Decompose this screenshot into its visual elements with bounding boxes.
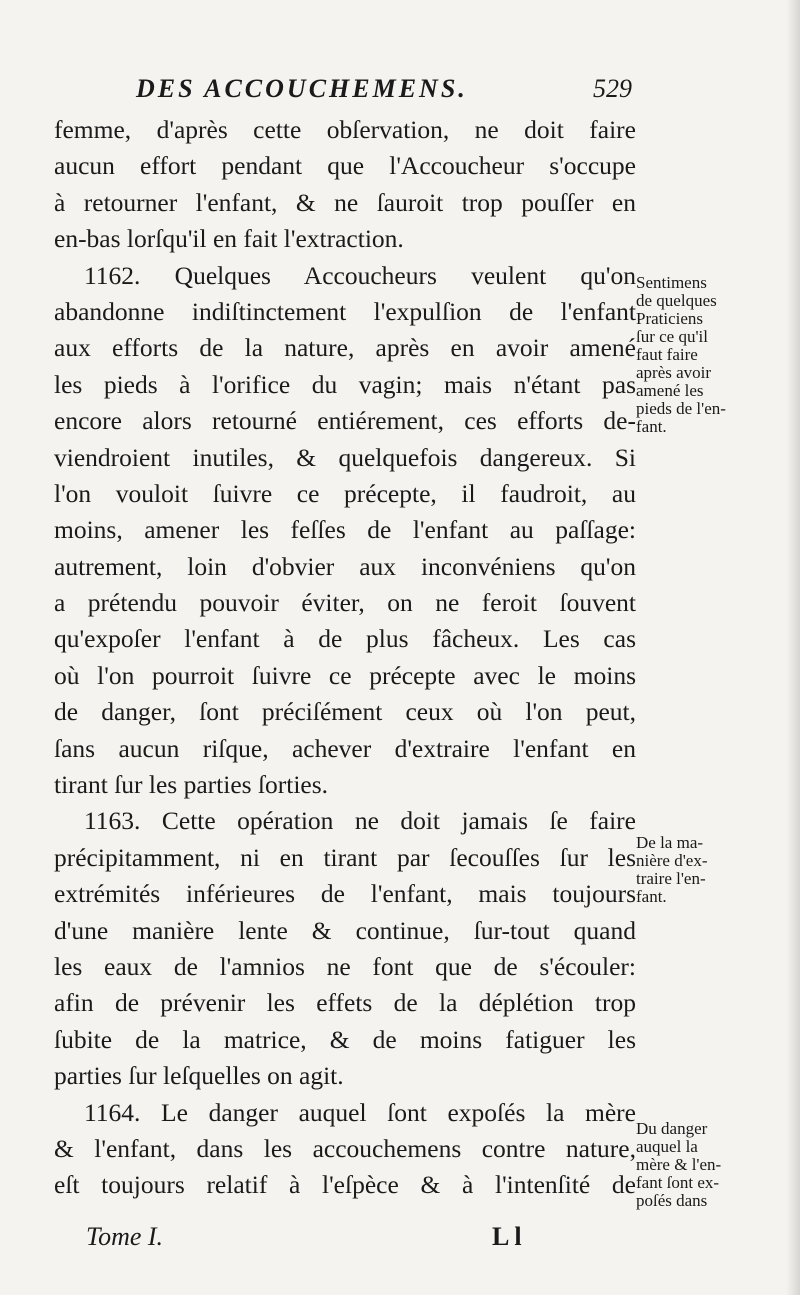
margin-note-line: poſés dans: [636, 1191, 708, 1210]
text-line: en-bas lorſqu'il en fait l'extraction.: [54, 224, 404, 254]
margin-note-line: De la ma-: [636, 833, 704, 852]
margin-note-line: Sentimens: [636, 273, 707, 292]
margin-note-line: mère & l'en-: [636, 1155, 722, 1174]
text-line: à retourner l'enfant, & ne ſauroit trop pouſſer en: [54, 187, 636, 217]
text-line: afin de prévenir les effets de la déplétion trop: [54, 988, 636, 1018]
body-text: [54, 112, 636, 1204]
text-line: moins, amener les feſſes de l'enfant au paſſage:: [54, 515, 636, 545]
text-line: les eaux de l'amnios ne font que de s'écouler:: [54, 951, 636, 981]
text-line: abandonne indiſtinctement l'expulſion de l'enfant: [54, 296, 636, 326]
running-head: DES ACCOUCHEMENS.: [136, 74, 468, 103]
text-line: extrémités inférieures de l'enfant, mais toujours: [54, 879, 636, 909]
margin-note-sentimens: [636, 274, 760, 436]
text-line: précipitamment, ni en tirant par ſecouſſes ſur les: [54, 842, 636, 872]
text-line: ſubite de la matrice, & de moins fatiguer les: [54, 1024, 636, 1054]
text-line: tirant ſur les parties ſorties.: [54, 770, 329, 800]
text-line: où l'on pourroit ſuivre ce précepte avec le moins: [54, 660, 636, 690]
text-line: & l'enfant, dans les accouchemens contre nature,: [54, 1133, 636, 1163]
text-line: femme, d'après cette obſervation, ne doit faire: [54, 115, 636, 144]
margin-note-line: amené les: [636, 381, 704, 400]
text-line: viendroient inutiles, & quelquefois dangereux. Si: [54, 442, 636, 472]
margin-note-line: pieds de l'en-: [636, 399, 726, 418]
text-line: aucun effort pendant que l'Accoucheur s'occupe: [54, 151, 636, 181]
volume-label: Tome I.: [86, 1222, 164, 1251]
margin-note-line: ſur ce qu'il: [636, 327, 708, 346]
page-number: 529: [593, 74, 632, 103]
text-line: a prétendu pouvoir éviter, on ne feroit ſouvent: [54, 588, 636, 618]
text-line: autrement, loin d'obvier aux inconvéniens qu'on: [54, 551, 636, 581]
text-line: l'on vouloit ſuivre ce précepte, il faudroit, au: [54, 478, 636, 508]
text-line: parties ſur leſquelles on agit.: [54, 1061, 344, 1091]
margin-note-line: Praticiens: [636, 309, 704, 328]
page-edge-shadow: [786, 0, 800, 1295]
margin-note-line: fant.: [636, 417, 667, 436]
paragraph-1163-start: 1163. Cette opération ne doit jamais ſe faire: [84, 806, 636, 836]
text-line: qu'expoſer l'enfant à de plus fâcheux. Les cas: [54, 624, 636, 654]
margin-note-line: fant ſont ex-: [636, 1173, 720, 1192]
text-line: de danger, ſont préciſément ceux où l'on peut,: [54, 697, 636, 727]
margin-note-line: auquel la: [636, 1137, 698, 1156]
margin-note-line: faut faire: [636, 345, 698, 364]
margin-note-line: Du danger: [636, 1119, 708, 1138]
margin-note-maniere: [636, 834, 760, 906]
text-line: encore alors retourné entiérement, ces efforts de-: [54, 406, 636, 436]
page-footer: [86, 1222, 586, 1262]
margin-note-danger: [636, 1120, 760, 1210]
margin-note-line: de quelques: [636, 291, 717, 310]
paragraph-1162-start: 1162. Quelques Accoucheurs veulent qu'on: [84, 260, 636, 290]
signature-mark: L l: [492, 1222, 522, 1251]
margin-note-line: après avoir: [636, 363, 712, 382]
margin-note-line: nière d'ex-: [636, 851, 708, 870]
text-line: les pieds à l'orifice du vagin; mais n'étant pas: [54, 369, 636, 399]
text-line: ſans aucun riſque, achever d'extraire l'enfant en: [54, 733, 636, 763]
page-header: [80, 70, 640, 110]
text-line: d'une manière lente & continue, ſur-tout quand: [54, 915, 636, 945]
margin-note-line: fant.: [636, 887, 667, 906]
margin-note-line: traire l'en-: [636, 869, 706, 888]
text-line: aux efforts de la nature, après en avoir amené: [54, 333, 636, 363]
text-line: eſt toujours relatif à l'eſpèce & à l'intenſité de: [54, 1170, 636, 1200]
paragraph-1164-start: 1164. Le danger auquel ſont expoſés la mère: [84, 1097, 636, 1127]
